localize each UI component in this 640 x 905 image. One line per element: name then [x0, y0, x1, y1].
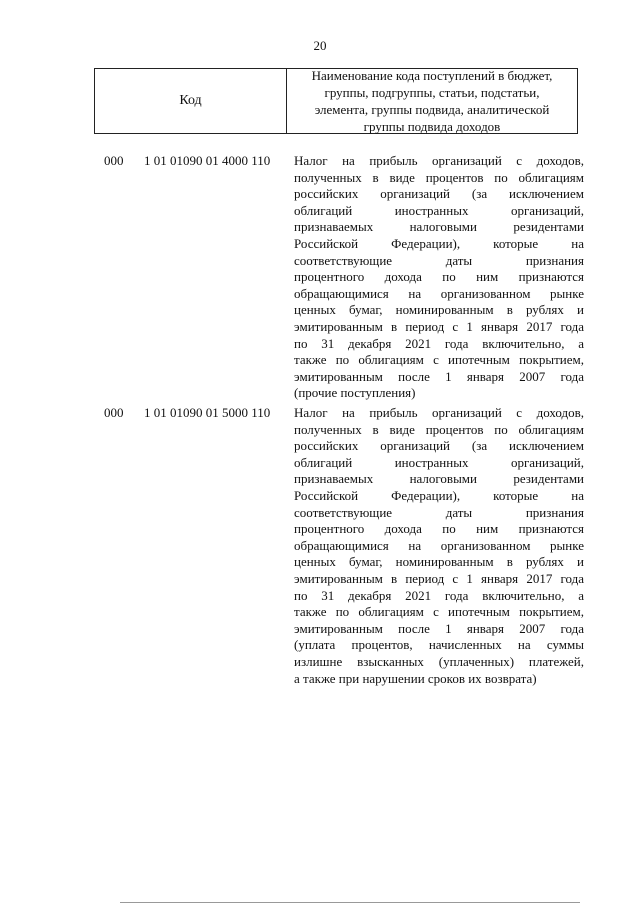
description-line: а также при нарушении сроков их возврата) [294, 670, 537, 686]
header-name-line: элемента, группы подвида, аналитической [314, 102, 550, 117]
description-line: соответствующие даты признания [294, 252, 584, 268]
description-line: облигаций иностранных организаций, [294, 202, 584, 218]
description-line: российских организаций (за исключением [294, 186, 584, 202]
header-name-line: группы, подгруппы, статьи, подстатьи, [324, 85, 540, 100]
description-line: эмитированным после 1 января 2007 года [294, 368, 584, 384]
header-code-label: Код [179, 93, 202, 108]
revenue-code: 1 01 01090 01 4000 110 [144, 153, 271, 168]
description-line: признаваемых налоговыми резидентами [294, 471, 584, 487]
description-line: эмитированным в период с 1 января 2017 года [294, 570, 584, 586]
description-line: ценных бумаг, номинированным в рублях и [294, 554, 584, 570]
description-line: обращающимися на организованном рынке [294, 537, 584, 553]
description-line: по 31 декабря 2021 года включительно, а [294, 335, 584, 351]
description-line: также по облигациям с ипотечным покрытием, [294, 604, 584, 620]
header-name-cell [287, 69, 577, 133]
revenue-description [294, 153, 584, 402]
description-line: Налог на прибыль организаций с доходов, [294, 405, 584, 420]
page-number: 20 [313, 38, 327, 53]
description-line: Налог на прибыль организаций с доходов, [294, 153, 584, 168]
description-line: ценных бумаг, номинированным в рублях и [294, 302, 584, 318]
description-line: российских организаций (за исключением [294, 438, 584, 454]
description-line: процентного дохода по ним признаются [294, 269, 584, 285]
description-line: также по облигациям с ипотечным покрытием, [294, 352, 584, 368]
header-code-cell [95, 69, 287, 133]
description-line: эмитированным после 1 января 2007 года [294, 620, 584, 636]
description-line: Российской Федерации), которые на [294, 487, 584, 503]
description-line: (прочие поступления) [294, 385, 416, 401]
description-line: Российской Федерации), которые на [294, 235, 584, 251]
admin-code: 000 [104, 153, 124, 168]
revenue-code: 1 01 01090 01 5000 110 [144, 405, 271, 420]
admin-code: 000 [104, 405, 124, 420]
description-line: эмитированным в период с 1 января 2017 года [294, 318, 584, 334]
table-header [94, 68, 578, 134]
description-line: соответствующие даты признания [294, 504, 584, 520]
description-line: обращающимися на организованном рынке [294, 285, 584, 301]
header-name-line: группы подвида доходов [363, 119, 501, 134]
description-line: (уплата процентов, начисленных на суммы [294, 637, 584, 653]
description-line: полученных в виде процентов по облигациям [294, 169, 584, 185]
description-line: излишне взысканных (уплаченных) платежей, [294, 653, 584, 669]
description-line: признаваемых налоговыми резидентами [294, 219, 584, 235]
header-name-line: Наименование кода поступлений в бюджет, [311, 68, 553, 83]
description-line: процентного дохода по ним признаются [294, 521, 584, 537]
revenue-description [294, 405, 584, 687]
description-line: по 31 декабря 2021 года включительно, а [294, 587, 584, 603]
description-line: полученных в виде процентов по облигациям [294, 421, 584, 437]
page-bottom-edge [120, 902, 580, 903]
description-line: облигаций иностранных организаций, [294, 454, 584, 470]
